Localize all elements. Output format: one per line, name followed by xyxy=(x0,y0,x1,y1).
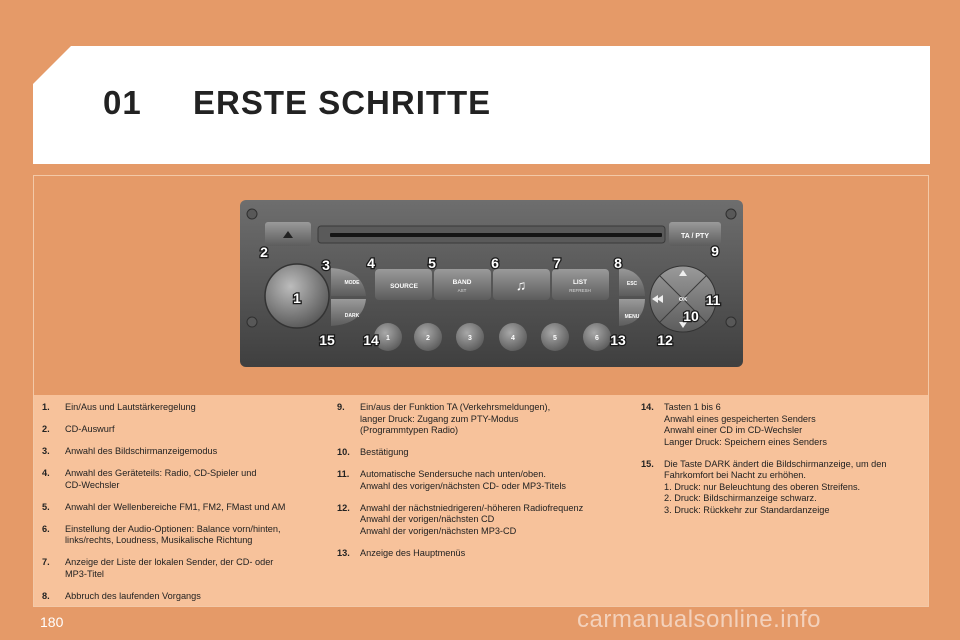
legend-text: Tasten 1 bis 6 Anwahl eines gespeicherten Senders Anwahl einer CD im CD-Wechsler Langer Druck: Speichern eines Senders xyxy=(664,402,827,447)
legend-text: Anzeige des Hauptmenüs xyxy=(360,547,466,558)
legend-text: Einstellung der Audio-Optionen: Balance vorn/hinten, links/rechts, Loudness, Musikalische Richtung xyxy=(65,523,281,545)
callout-number: 9 xyxy=(711,243,719,259)
screw xyxy=(247,209,257,219)
legend-number: 6. xyxy=(42,523,50,534)
legend-item xyxy=(337,469,627,492)
callout-number: 3 xyxy=(322,257,330,273)
legend-number: 2. xyxy=(42,424,50,434)
list-label: LIST xyxy=(572,279,588,286)
callout-number: 6 xyxy=(491,255,499,271)
music-note-icon: ♫ xyxy=(515,277,527,293)
screw xyxy=(726,209,736,219)
legend-number: 5. xyxy=(42,501,50,512)
legend-item xyxy=(42,557,317,580)
legend-text: Abbruch des laufenden Vorgangs xyxy=(65,590,201,601)
preset-label: 2 xyxy=(426,335,430,342)
watermark: carmanualsonline.info xyxy=(577,606,821,633)
legend-item xyxy=(42,591,317,603)
legend-column-1 xyxy=(42,402,317,613)
legend-text: Anwahl der nächstniedrigeren/-höheren Radiofrequenz Anwahl der vorigen/nächsten CD Anwahl der vorigen/nächsten MP3-CD xyxy=(360,502,584,536)
legend-item xyxy=(337,447,627,459)
legend-item xyxy=(42,502,317,514)
callout-number: 4 xyxy=(367,255,375,271)
callout-number: 12 xyxy=(657,332,673,348)
radio-illustration xyxy=(240,200,743,367)
callout-number: 5 xyxy=(428,255,436,271)
preset-label: 6 xyxy=(595,335,599,342)
preset-label: 1 xyxy=(386,335,390,342)
cd-slot xyxy=(330,233,662,237)
ast-label: AST xyxy=(457,288,467,293)
legend-column-2 xyxy=(337,402,627,570)
legend-number: 7. xyxy=(42,557,50,567)
legend-text: Bestätigung xyxy=(360,447,409,457)
legend-text: Anwahl des Bildschirmanzeigemodus xyxy=(65,446,218,456)
legend-text: Anwahl der Wellenbereiche FM1, FM2, FMast und AM xyxy=(65,501,286,512)
legend-text: CD-Auswurf xyxy=(65,424,115,434)
legend-item xyxy=(337,402,627,437)
legend-number: 14. xyxy=(641,402,654,412)
screw xyxy=(247,317,257,327)
dark-label: DARK xyxy=(344,313,360,319)
page-number: 180 xyxy=(40,614,64,630)
callout-number: 8 xyxy=(614,255,622,271)
callout-number: 2 xyxy=(260,244,268,260)
legend-text: Anwahl des Geräteteils: Radio, CD-Spieler und CD-Wechsler xyxy=(65,468,257,490)
band-label: BAND xyxy=(452,279,472,286)
legend-number: 4. xyxy=(42,468,50,478)
legend-number: 3. xyxy=(42,446,50,456)
legend-text: Automatische Sendersuche nach unten/oben. Anwahl des vorigen/nächsten CD- oder MP3-Titels xyxy=(360,469,566,491)
refresh-label: REFRESH xyxy=(569,288,591,293)
preset-label: 3 xyxy=(468,335,472,342)
callout-number: 13 xyxy=(610,332,626,348)
callout-number: 7 xyxy=(553,255,561,271)
page-title: ERSTE SCHRITTE xyxy=(193,84,492,121)
esc-label: ESC xyxy=(626,281,638,287)
legend-text: Die Taste DARK ändert die Bildschirmanzeige, um den Fahrkomfort bei Nacht zu erhöhen. 1. Druck: nur Beleuchtung des oberen Streifens. 2. Druck: Bildschirmanzeige schwarz. 3. Druck: Rückkehr zur Standardanzeige xyxy=(664,458,887,515)
callout-number: 14 xyxy=(363,332,379,348)
legend-text: Ein/aus der Funktion TA (Verkehrsmeldungen), langer Druck: Zugang zum PTY-Modus (Programmtypen Radio) xyxy=(360,402,551,435)
source-label: SOURCE xyxy=(390,283,418,290)
mode-label: MODE xyxy=(344,280,360,286)
legend-number: 15. xyxy=(641,458,654,469)
legend-column-3 xyxy=(641,402,926,527)
legend-item xyxy=(337,503,627,538)
legend-item xyxy=(42,402,317,414)
legend-number: 8. xyxy=(42,590,50,601)
legend-item xyxy=(42,446,317,458)
screw xyxy=(726,317,736,327)
legend-text: Ein/Aus und Lautstärkeregelung xyxy=(65,402,196,412)
legend-number: 10. xyxy=(337,447,350,457)
callout-number: 1 xyxy=(293,290,301,306)
ok-label: OK xyxy=(678,297,688,303)
legend-item xyxy=(641,459,926,517)
chapter-number: 01 xyxy=(103,84,142,121)
legend-number: 12. xyxy=(337,502,350,513)
legend-number: 13. xyxy=(337,547,350,558)
preset-label: 4 xyxy=(511,335,515,342)
legend-number: 1. xyxy=(42,402,50,412)
legend-number: 11. xyxy=(337,469,350,479)
callout-number: 11 xyxy=(705,292,721,308)
legend-text: Anzeige der Liste der lokalen Sender, der CD- oder MP3-Titel xyxy=(65,557,274,579)
ta-pty-label: TA / PTY xyxy=(681,233,709,240)
legend-item xyxy=(641,402,926,448)
menu-label: MENU xyxy=(624,314,640,320)
callout-number: 15 xyxy=(319,332,335,348)
legend-number: 9. xyxy=(337,402,345,412)
legend-item xyxy=(337,548,627,560)
legend-item xyxy=(42,524,317,547)
legend-item xyxy=(42,424,317,436)
preset-label: 5 xyxy=(553,335,557,342)
callout-number: 10 xyxy=(683,308,699,324)
legend-item xyxy=(42,468,317,491)
